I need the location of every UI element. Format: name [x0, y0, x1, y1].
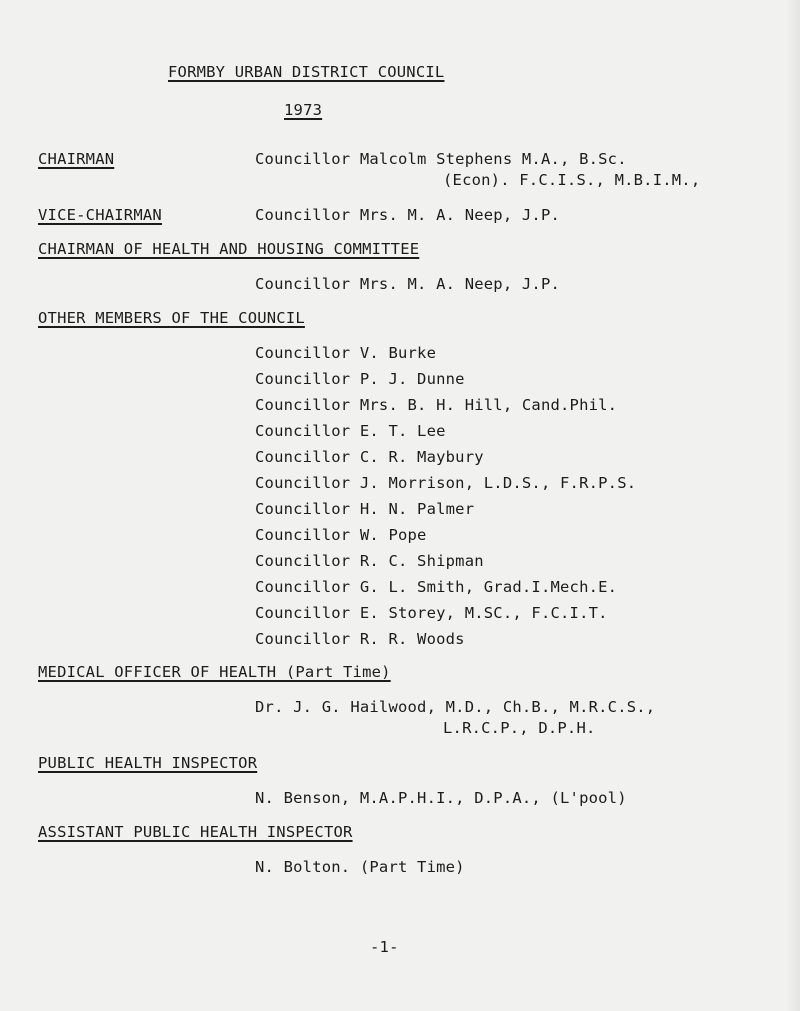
- member-list-item: Councillor Mrs. B. H. Hill, Cand.Phil.: [255, 396, 618, 414]
- member-list-item: Councillor E. T. Lee: [255, 422, 446, 440]
- medical-officer-heading: MEDICAL OFFICER OF HEALTH (Part Time): [38, 663, 391, 681]
- member-list-item: Councillor J. Morrison, L.D.S., F.R.P.S.: [255, 474, 637, 492]
- member-list-item: Councillor R. C. Shipman: [255, 552, 484, 570]
- health-housing-chair-name: Councillor Mrs. M. A. Neep, J.P.: [255, 275, 561, 293]
- phi-heading: PUBLIC HEALTH INSPECTOR: [38, 754, 258, 772]
- vice-chairman-label: VICE-CHAIRMAN: [38, 206, 162, 224]
- phi-name: N. Benson, M.A.P.H.I., D.P.A., (L'pool): [255, 789, 627, 807]
- member-list-item: Councillor C. R. Maybury: [255, 448, 484, 466]
- member-list-item: Councillor R. R. Woods: [255, 630, 465, 648]
- member-list-item: Councillor W. Pope: [255, 526, 427, 544]
- vice-chairman-name: Councillor Mrs. M. A. Neep, J.P.: [255, 206, 561, 224]
- members-heading: OTHER MEMBERS OF THE COUNCIL: [38, 309, 305, 327]
- page-number: -1-: [370, 938, 399, 956]
- chairman-label: CHAIRMAN: [38, 150, 115, 168]
- member-list-item: Councillor G. L. Smith, Grad.I.Mech.E.: [255, 578, 618, 596]
- chairman-qualifications: (Econ). F.C.I.S., M.B.I.M.,: [443, 171, 701, 189]
- medical-officer-qualifications: L.R.C.P., D.P.H.: [443, 719, 596, 737]
- member-list-item: Councillor P. J. Dunne: [255, 370, 465, 388]
- medical-officer-name: Dr. J. G. Hailwood, M.D., Ch.B., M.R.C.S.,: [255, 698, 656, 716]
- member-list-item: Councillor V. Burke: [255, 344, 437, 362]
- health-housing-heading: CHAIRMAN OF HEALTH AND HOUSING COMMITTEE: [38, 240, 420, 258]
- council-title: FORMBY URBAN DISTRICT COUNCIL: [168, 63, 445, 81]
- page-edge-shadow: [786, 0, 800, 1011]
- assistant-phi-name: N. Bolton. (Part Time): [255, 858, 465, 876]
- member-list-item: Councillor E. Storey, M.SC., F.C.I.T.: [255, 604, 608, 622]
- chairman-name: Councillor Malcolm Stephens M.A., B.Sc.: [255, 150, 627, 168]
- report-year: 1973: [284, 101, 323, 119]
- assistant-phi-heading: ASSISTANT PUBLIC HEALTH INSPECTOR: [38, 823, 353, 841]
- member-list-item: Councillor H. N. Palmer: [255, 500, 475, 518]
